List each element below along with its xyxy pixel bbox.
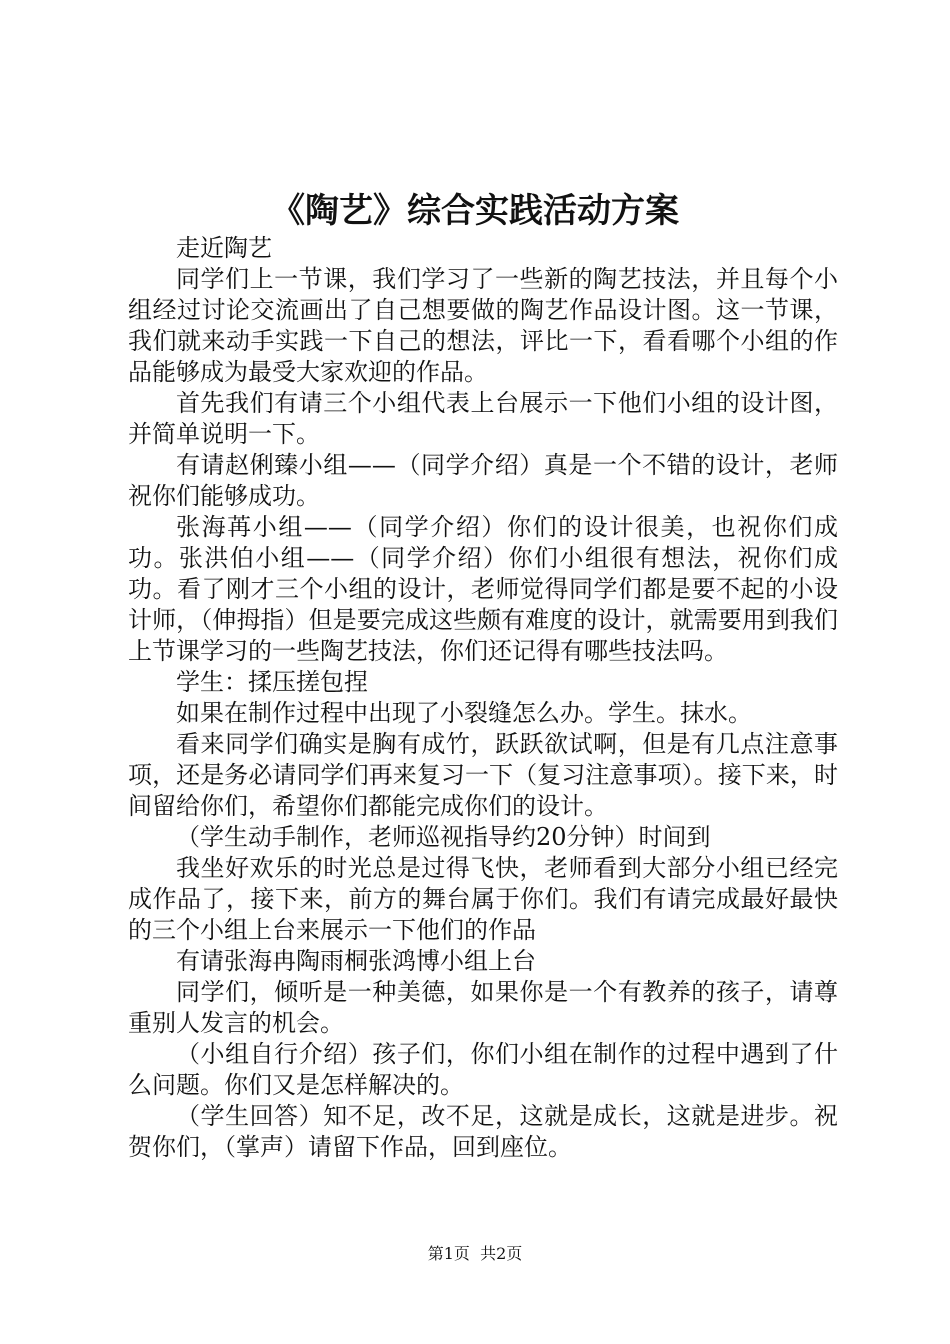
paragraph: 我坐好欢乐的时光总是过得飞快，老师看到大部分小组已经完成作品了，接下来，前方的舞台属于你们。我们有请完成最好最快的三个小组上台来展示一下他们的作品 (128, 854, 838, 944)
page-footer (0, 1243, 950, 1265)
paragraph: 看来同学们确实是胸有成竹，跃跃欲试啊，但是有几点注意事项，还是务必请同学们再来复习一下（复习注意事项）。接下来，时间留给你们，希望你们都能完成你们的设计。 (128, 730, 838, 820)
page-number: 第1页 (427, 1244, 470, 1263)
document-body (128, 233, 838, 1163)
paragraph: 首先我们有请三个小组代表上台展示一下他们小组的设计图，并简单说明一下。 (128, 389, 838, 448)
paragraph: 同学们，倾听是一种美德，如果你是一个有教养的孩子，请尊重别人发言的机会。 (128, 978, 838, 1037)
paragraph: （小组自行介绍）孩子们，你们小组在制作的过程中遇到了什么问题。你们又是怎样解决的。 (128, 1040, 838, 1099)
paragraph: （学生回答）知不足，改不足，这就是成长，这就是进步。祝贺你们，（掌声）请留下作品，回到座位。 (128, 1102, 838, 1161)
paragraph: 张海苒小组——（同学介绍）你们的设计很美，也祝你们成功。张洪伯小组——（同学介绍）你们小组很有想法，祝你们成功。看了刚才三个小组的设计，老师觉得同学们都是要不起的小设计师，（伸拇指）但是要完成这些颇有难度的设计，就需要用到我们上节课学习的一些陶艺技法，你们还记得有哪些技法吗。 (128, 513, 838, 665)
page-title: 《陶艺》综合实践活动方案 (271, 191, 679, 231)
paragraph: （学生动手制作，老师巡视指导约20分钟）时间到 (176, 823, 711, 851)
paragraph: 走近陶艺 (176, 234, 272, 262)
paragraph: 有请张海冉陶雨桐张鸿博小组上台 (176, 947, 536, 975)
paragraph: 同学们上一节课，我们学习了一些新的陶艺技法，并且每个小组经过讨论交流画出了自己想要做的陶艺作品设计图。这一节课，我们就来动手实践一下自己的想法，评比一下，看看哪个小组的作品能够成为最受大家欢迎的作品。 (128, 265, 838, 386)
paragraph: 学生：揉压搓包捏 (176, 668, 368, 696)
paragraph: 有请赵俐臻小组——（同学介绍）真是一个不错的设计，老师祝你们能够成功。 (128, 451, 838, 510)
page-total: 共2页 (480, 1244, 523, 1263)
paragraph: 如果在制作过程中出现了小裂缝怎么办。学生。抹水。 (176, 699, 752, 727)
